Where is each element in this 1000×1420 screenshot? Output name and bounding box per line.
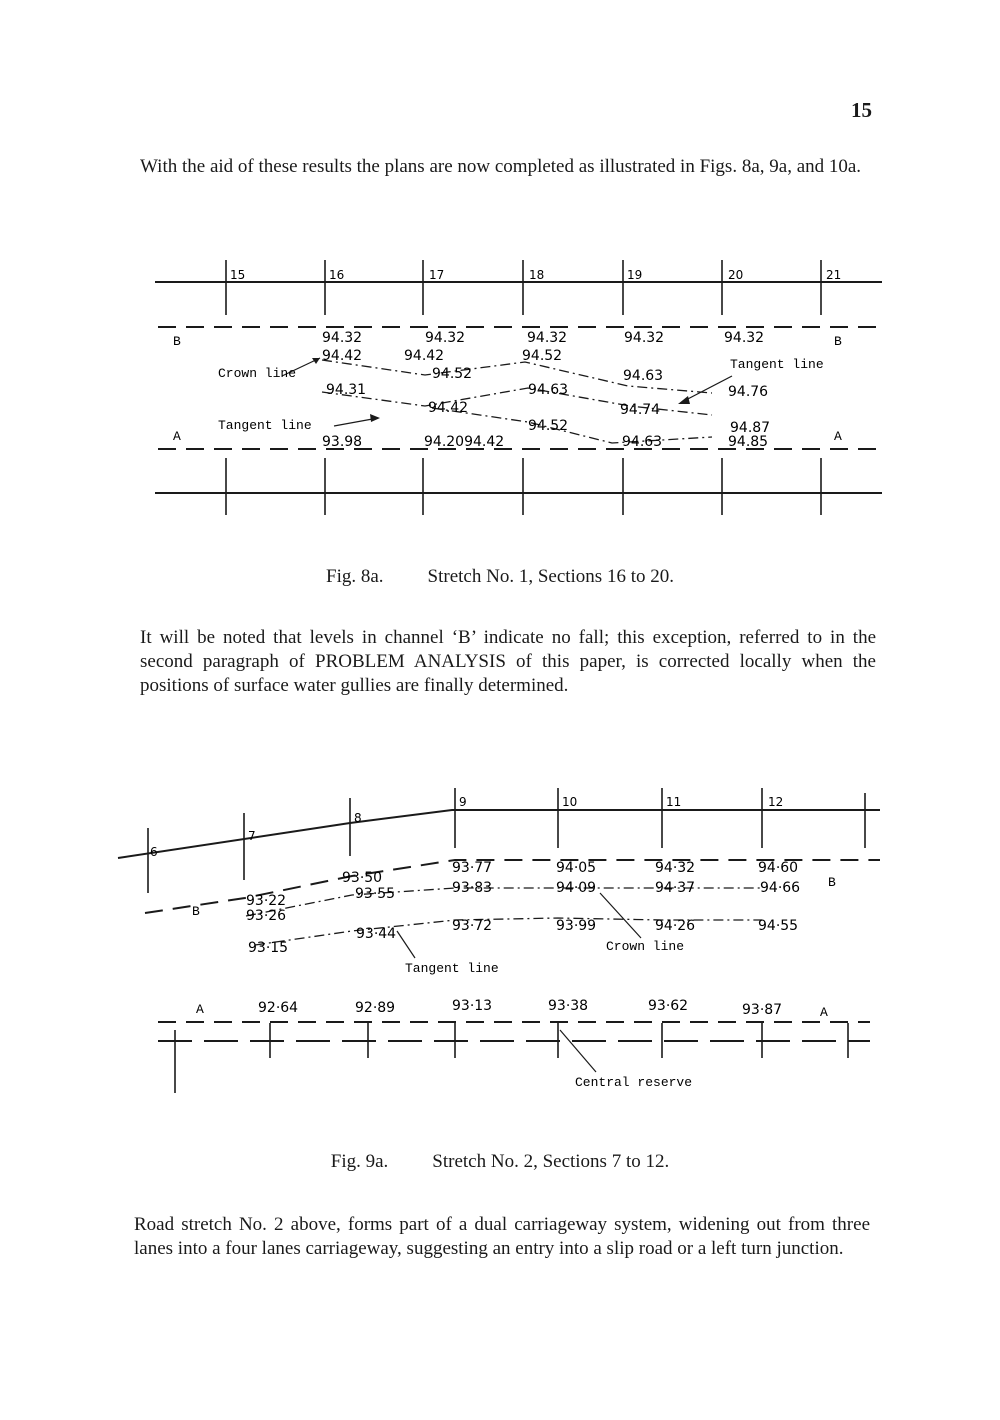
fig9a-tangent-level: 93·15 xyxy=(248,940,289,956)
fig9a-b-level: 94·60 xyxy=(758,860,799,876)
middle-paragraph: It will be noted that levels in channel ‘B’ indicate no fall; this exception, referred to in the second paragraph of PROBLEM ANALYSIS of this paper, is corrected locally when the positions of surface water gullies are finally determined. xyxy=(140,627,876,696)
fig8a-crown-level: 94.42 xyxy=(322,348,363,364)
figure-8a xyxy=(0,240,1000,540)
fig9a-crown-level: 94·66 xyxy=(760,880,801,896)
fig9a-section-label: 6 xyxy=(150,845,158,859)
fig9a-channel-a-label-left: A xyxy=(196,1002,204,1017)
fig9a-crown-line-label: Crown line xyxy=(606,939,685,954)
fig9a-central-reserve-label: Central reserve xyxy=(575,1075,693,1090)
fig8a-a-level: 93.98 xyxy=(322,434,363,450)
fig8a-tangent-level: 94.31 xyxy=(326,382,367,398)
fig8a-a-level: 94.63 xyxy=(622,434,663,450)
fig9a-caption xyxy=(0,1151,1000,1173)
fig8a-channel-a-label-left: A xyxy=(173,429,181,444)
fig9a-crown-level: 93·83 xyxy=(452,880,493,896)
fig9a-a-level: 93·13 xyxy=(452,998,493,1014)
fig9a-tangent-leader xyxy=(397,931,415,958)
fig9a-b-level: 94·05 xyxy=(556,860,597,876)
fig9a-top-road-edge xyxy=(118,810,880,858)
fig9a-section-label: 11 xyxy=(666,795,682,809)
fig8a-crown-level: 94.63 xyxy=(623,368,664,384)
fig9a-channel-b-label-right: B xyxy=(828,875,836,890)
fig9a-a-level: 92·64 xyxy=(258,1000,299,1016)
fig9a-section-label: 9 xyxy=(459,795,467,809)
fig9a-section-label: 10 xyxy=(562,795,578,809)
fig8a-tangent-arrow xyxy=(370,414,380,422)
fig8a-section-label: 18 xyxy=(529,268,545,282)
fig8a-channel-b-label-left: B xyxy=(173,334,181,349)
fig8a-tangent-level: 94.76 xyxy=(728,384,769,400)
fig8a-tangent-level: 94.42 xyxy=(428,400,469,416)
fig8a-tangent-line-label-right: Tangent line xyxy=(730,357,824,372)
fig8a-b-level: 94.32 xyxy=(322,330,363,346)
fig9a-section-label: 8 xyxy=(354,811,362,825)
fig8a-crown-level: 94.52 xyxy=(522,348,563,364)
fig9a-crown-level: 94·37 xyxy=(655,880,696,896)
fig8a-caption xyxy=(0,566,1000,588)
fig8a-tangent-level: 94.74 xyxy=(620,402,661,418)
fig9a-channel-b-label-left: B xyxy=(192,904,200,919)
fig8a-b-level: 94.32 xyxy=(624,330,665,346)
fig8a-section-labels xyxy=(230,268,841,282)
fig8a-b-level: 94.32 xyxy=(724,330,765,346)
fig9a-a-level: 93·62 xyxy=(648,998,689,1014)
fig9a-section-label: 12 xyxy=(768,795,784,809)
fig8a-b-level: 94.32 xyxy=(527,330,568,346)
fig9a-b-left-level: 93·26 xyxy=(246,908,287,924)
fig9a-section-label: 7 xyxy=(248,829,256,843)
fig8a-tangent-right-leader xyxy=(682,376,732,402)
intro-paragraph: With the aid of these results the plans are now completed as illustrated in Figs. 8a, 9a, and 10a. xyxy=(140,156,862,177)
fig8a-a-level: 94.85 xyxy=(728,434,769,450)
fig9a-a-level: 93·38 xyxy=(548,998,589,1014)
fig9a-crown-level: 93·55 xyxy=(355,886,396,902)
fig9a-tangent-level: 94·26 xyxy=(655,918,696,934)
fig9a-crown-leader xyxy=(600,893,641,938)
closing-paragraph: Road stretch No. 2 above, forms part of a dual carriageway system, widening out from three lanes into a four lanes carriageway, suggesting an entry into a slip road or a left turn junction. xyxy=(134,1214,870,1259)
fig9a-tangent-level: 93·44 xyxy=(356,926,397,942)
fig9a-section-ticks-bottom xyxy=(175,1023,848,1093)
fig8a-section-label: 15 xyxy=(230,268,246,282)
fig9a-a-level: 92·89 xyxy=(355,1000,396,1016)
fig9a-tangent-level: 93·99 xyxy=(556,918,597,934)
figure-9a xyxy=(0,768,1000,1108)
fig8a-section-ticks-bottom xyxy=(226,458,821,515)
fig9a-tangent-level: 93·72 xyxy=(452,918,493,934)
page-number: 15 xyxy=(851,98,872,122)
fig8a-crown-level: 94.52 xyxy=(432,366,473,382)
fig8a-tangent-right-arrow xyxy=(678,396,690,404)
fig9a-b-level: 94·32 xyxy=(655,860,696,876)
fig9a-tangent-level: 94·55 xyxy=(758,918,799,934)
fig9a-b-left-level: 93·22 xyxy=(246,893,287,909)
fig8a-section-label: 20 xyxy=(728,268,744,282)
fig8a-section-label: 17 xyxy=(429,268,445,282)
fig9a-channel-a-label-right: A xyxy=(820,1005,828,1020)
fig8a-channel-b-label-right: B xyxy=(834,334,842,349)
fig8a-caption-text: Stretch No. 1, Sections 16 to 20. xyxy=(427,566,674,587)
fig8a-section-label: 19 xyxy=(627,268,643,282)
fig8a-crown-level: 94.42 xyxy=(404,348,445,364)
fig9a-tangent-line-label: Tangent line xyxy=(405,961,499,976)
fig9a-a-level: 93·87 xyxy=(742,1002,783,1018)
fig9a-central-reserve-leader xyxy=(560,1030,596,1072)
fig8a-a-level: 94.2094.42 xyxy=(424,434,505,450)
fig8a-tangent-a-level: 94.52 xyxy=(528,418,569,434)
fig8a-tangent-a-level: 94.87 xyxy=(730,420,771,436)
fig8a-tangent-level: 94.63 xyxy=(528,382,569,398)
fig8a-b-level: 94.32 xyxy=(425,330,466,346)
fig9a-crown-level: 94·09 xyxy=(556,880,597,896)
fig8a-section-label: 21 xyxy=(826,268,842,282)
fig8a-crown-line-label: Crown line xyxy=(218,366,297,381)
fig8a-section-label: 16 xyxy=(329,268,345,282)
fig8a-channel-a-label-right: A xyxy=(834,429,842,444)
fig9a-b-level: 93·77 xyxy=(452,860,493,876)
fig8a-caption-label: Fig. 8a. xyxy=(326,566,384,587)
fig9a-b-level: 93·50 xyxy=(342,870,383,886)
fig9a-caption-text: Stretch No. 2, Sections 7 to 12. xyxy=(432,1151,670,1172)
fig8a-tangent-line-label-left: Tangent line xyxy=(218,418,312,433)
fig9a-caption-label: Fig. 9a. xyxy=(330,1151,389,1172)
